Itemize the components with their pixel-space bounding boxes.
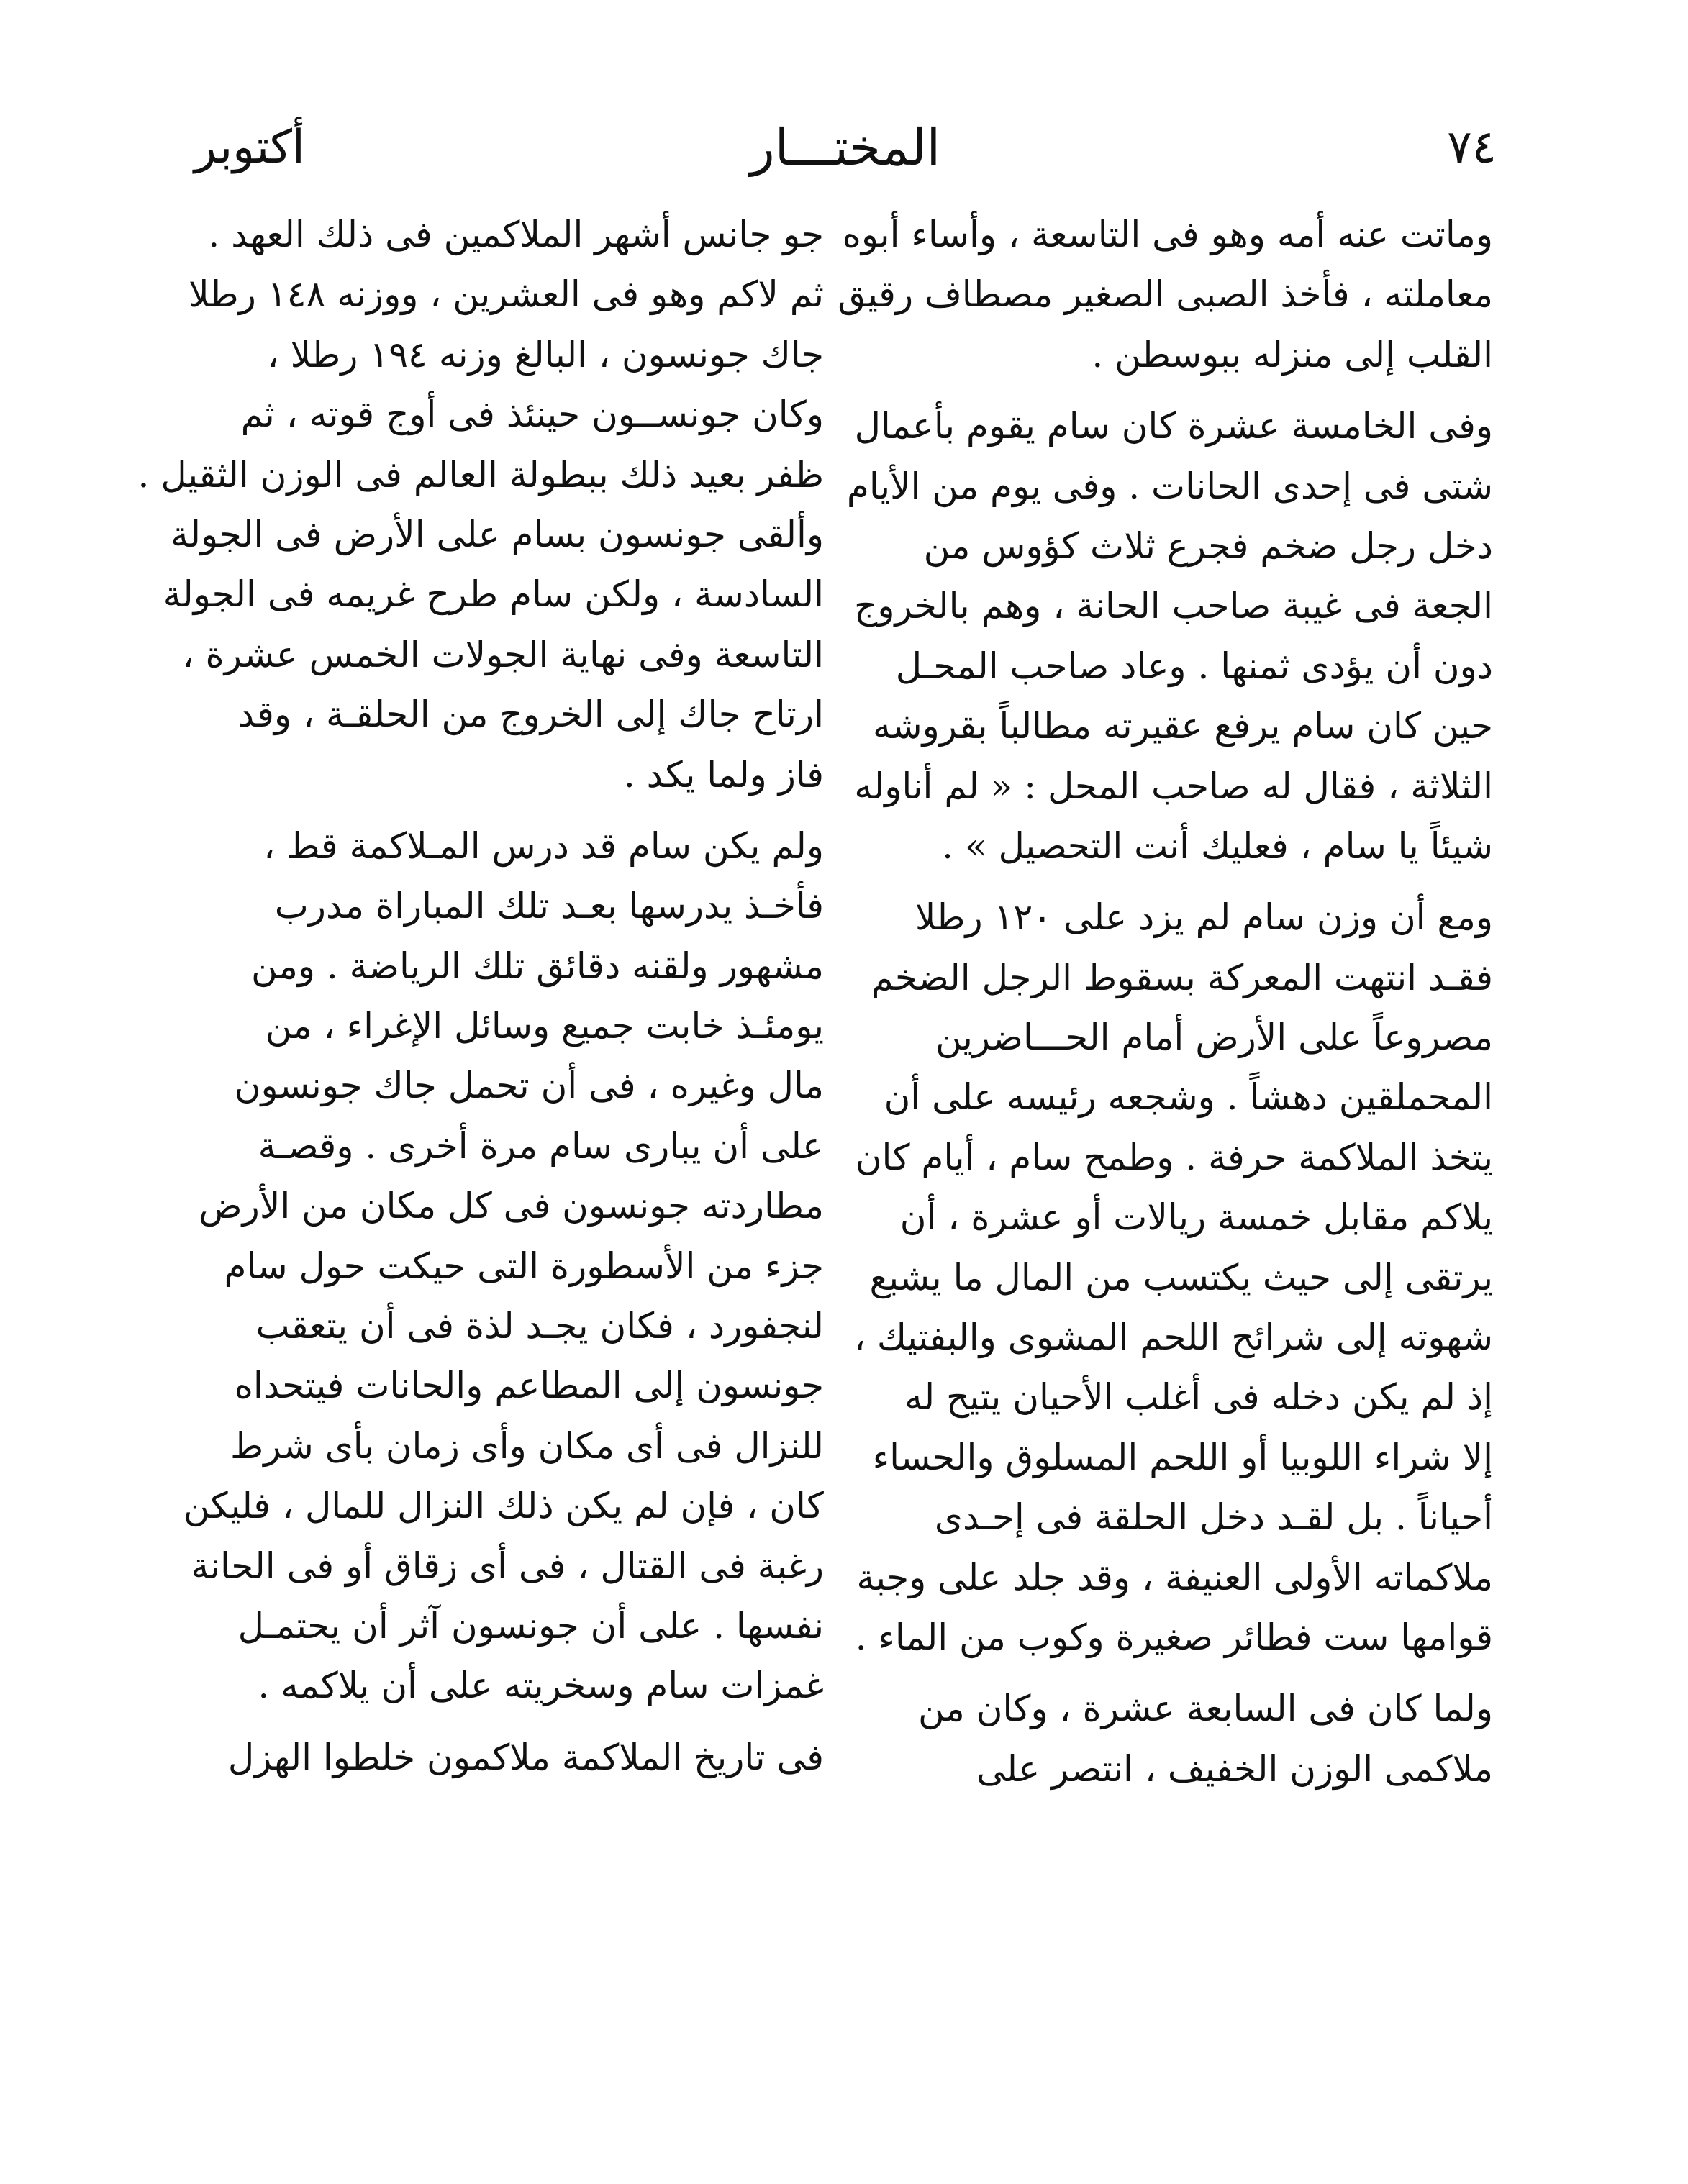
text-line: غمزات سام وسخريته على أن يلاكمه . bbox=[258, 1665, 824, 1707]
text-line: لنجفورد ، فكان يجـد لذة فى أن يتعقب bbox=[255, 1305, 824, 1347]
text-line: السادسة ، ولكن سام طرح غريمه فى الجولة bbox=[163, 573, 824, 616]
text-line: فقـد انتهت المعركة بسقوط الرجل الضخم bbox=[871, 956, 1493, 998]
text-line: المحملقين دهشاً . وشجعه رئيسه على أن bbox=[884, 1076, 1493, 1119]
text-line: جاك جونسون ، البالغ وزنه ١٩٤ رطلا ، bbox=[267, 333, 824, 376]
page-number: ٧٤ bbox=[1447, 121, 1497, 174]
paragraph-gap bbox=[874, 876, 1493, 888]
text-line: إلا شراء اللوبيا أو اللحم المسلوق والحساء bbox=[872, 1436, 1493, 1478]
running-title: المختـــار bbox=[750, 118, 941, 177]
text-line: شهوته إلى شرائح اللحم المشوى والبفتيك ، bbox=[853, 1316, 1493, 1359]
left-text-column bbox=[137, 205, 824, 1788]
text-line: ملاكمى الوزن الخفيف ، انتصر على bbox=[976, 1747, 1493, 1790]
text-line: ولم يكن سام قد درس المـلاكمة قط ، bbox=[263, 824, 824, 867]
text-line: نفسها . على أن جونسون آثر أن يحتمـل bbox=[237, 1604, 824, 1647]
text-line: مصروعاً على الأرض أمام الحـــاضرين bbox=[935, 1016, 1493, 1059]
text-line: ارتاح جاك إلى الخروج من الحلقـة ، وقد bbox=[237, 693, 824, 736]
text-line: دخل رجل ضخم فجرع ثلاث كؤوس من bbox=[923, 524, 1493, 567]
text-line: جو جانس أشهر الملاكمين فى ذلك العهد . bbox=[208, 214, 824, 255]
issue-month: أكتوبر bbox=[194, 121, 305, 174]
text-line: يتخذ الملاكمة حرفة . وطمح سام ، أيام كان bbox=[855, 1136, 1493, 1178]
text-line: مال وغيره ، فى أن تحمل جاك جونسون bbox=[234, 1065, 824, 1107]
text-line: ولما كان فى السابعة عشرة ، وكان من bbox=[917, 1688, 1493, 1730]
text-line: وفى الخامسة عشرة كان سام يقوم بأعمال bbox=[854, 405, 1493, 447]
text-line: مشهور ولقنه دقائق تلك الرياضة . ومن bbox=[251, 945, 824, 987]
text-line: جونسون إلى المطاعم والحانات فيتحداه bbox=[234, 1365, 824, 1407]
text-line: على أن يبارى سام مرة أخرى . وقصـة bbox=[258, 1124, 824, 1167]
text-line: معاملته ، فأخذ الصبى الصغير مصطاف رقيق bbox=[838, 273, 1493, 316]
text-line: وكان جونســون حينئذ فى أوج قوته ، ثم bbox=[240, 393, 824, 436]
text-line: الثلاثة ، فقال له صاحب المحل : « لم أناوله bbox=[854, 765, 1493, 807]
text-line: ظفر بعيد ذلك ببطولة العالم فى الوزن الثقيل . bbox=[137, 453, 824, 496]
text-line: ثم لاكم وهو فى العشرين ، ووزنه ١٤٨ رطلا bbox=[189, 273, 824, 316]
paragraph-gap bbox=[205, 1716, 824, 1728]
text-line: فاز ولما يكد . bbox=[623, 753, 824, 796]
text-line: التاسعة وفى نهاية الجولات الخمس عشرة ، bbox=[182, 633, 824, 675]
text-line: فى تاريخ الملاكمة ملاكمون خلطوا الهزل bbox=[227, 1736, 824, 1778]
text-line: حين كان سام يرفع عقيرته مطالباً بقروشه bbox=[872, 705, 1493, 747]
text-line: شيئاً يا سام ، فعليك أنت التحصيل » . bbox=[942, 824, 1493, 867]
text-line: فأخـذ يدرسها بعـد تلك المباراة مدرب bbox=[274, 885, 824, 927]
text-line: جزء من الأسطورة التى حيكت حول سام bbox=[224, 1245, 824, 1287]
text-line: ملاكماته الأولى العنيفة ، وقد جلد على وجبة bbox=[856, 1556, 1493, 1598]
text-line: وماتت عنه أمه وهو فى التاسعة ، وأساء أبوه bbox=[842, 214, 1493, 255]
text-line: القلب إلى منزله ببوسطن . bbox=[1092, 333, 1493, 376]
text-line: للنزال فى أى مكان وأى زمان بأى شرط bbox=[230, 1424, 824, 1467]
text-line: قوامها ست فطائر صغيرة وكوب من الماء . bbox=[855, 1616, 1493, 1658]
text-line: يومئـذ خابت جميع وسائل الإغراء ، من bbox=[265, 1005, 824, 1047]
paragraph-gap bbox=[874, 385, 1493, 396]
text-line: شتى فى إحدى الحانات . وفى يوم من الأيام bbox=[846, 465, 1493, 507]
text-line: يرتقى إلى حيث يكتسب من المال ما يشبع bbox=[869, 1256, 1493, 1298]
text-line: ومع أن وزن سام لم يزد على ١٢٠ رطلا bbox=[915, 896, 1493, 939]
text-line: مطاردته جونسون فى كل مكان من الأرض bbox=[199, 1185, 824, 1227]
text-line: كان ، فإن لم يكن ذلك النزال للمال ، فليكن bbox=[183, 1485, 824, 1527]
paragraph-gap bbox=[205, 805, 824, 816]
text-line: الجعة فى غيبة صاحب الحانة ، وهم بالخروج bbox=[854, 585, 1493, 627]
text-line: يلاكم مقابل خمسة ريالات أو عشرة ، أن bbox=[899, 1196, 1493, 1239]
text-line: وألقى جونسون بسام على الأرض فى الجولة bbox=[170, 513, 824, 555]
paragraph-gap bbox=[874, 1667, 1493, 1679]
text-line: إذ لم يكن دخله فى أغلب الأحيان يتيح له bbox=[904, 1376, 1493, 1419]
text-line: رغبة فى القتال ، فى أى زقاق أو فى الحانة bbox=[191, 1544, 824, 1587]
text-line: أحياناً . بل لقـد دخل الحلقة فى إحـدى bbox=[934, 1496, 1493, 1539]
page-header bbox=[194, 108, 1497, 187]
text-line: دون أن يؤدى ثمنها . وعاد صاحب المحـل bbox=[895, 645, 1493, 687]
right-text-column bbox=[838, 205, 1493, 1799]
